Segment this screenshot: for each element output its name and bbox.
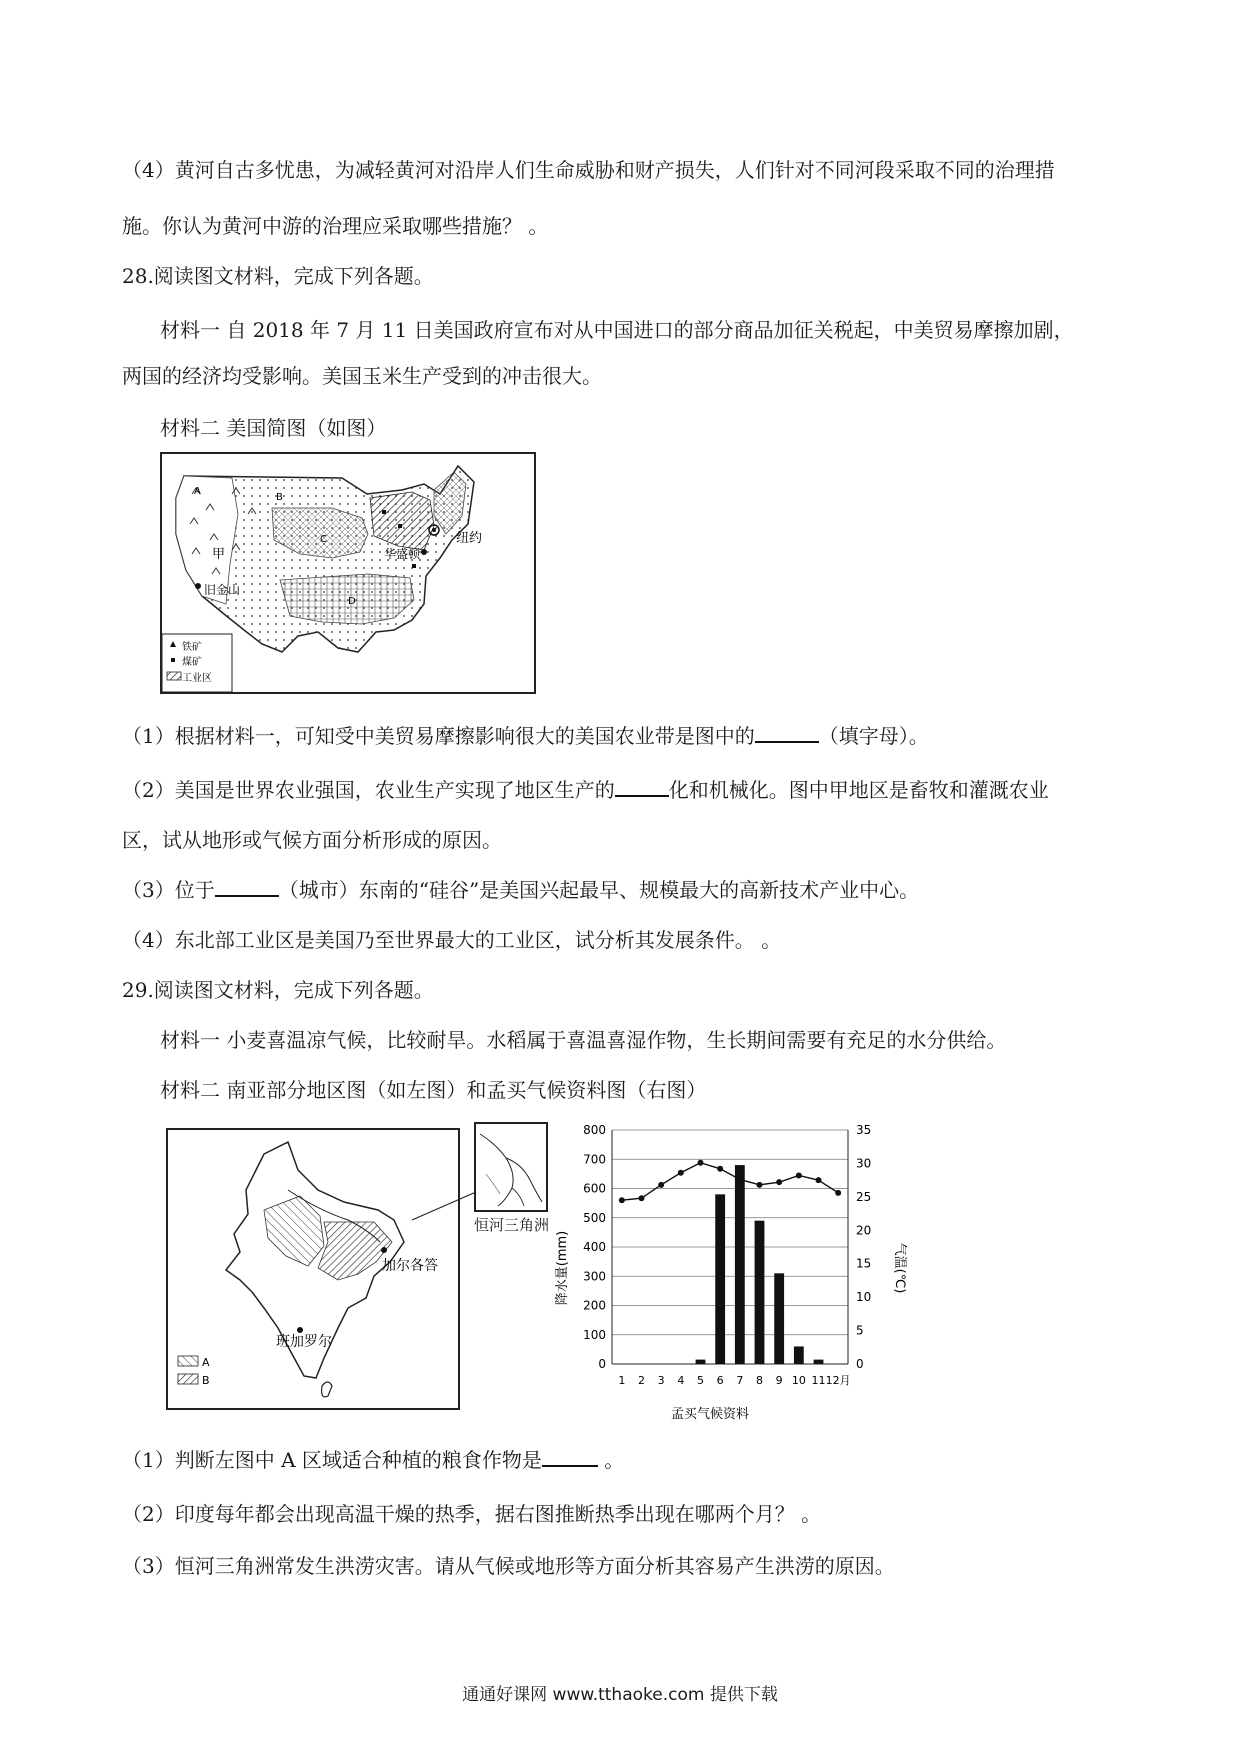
x-tick-label: 8 (756, 1374, 763, 1387)
legend-a: A (202, 1356, 210, 1369)
legend-b: B (202, 1374, 210, 1387)
precip-bar (735, 1165, 745, 1364)
q28-title: 28.阅读图文材料，完成下列各题。 (122, 264, 434, 288)
q28-material1-line2: 两国的经济均受影响。美国玉米生产受到的冲击很大。 (122, 364, 602, 388)
x-tick-label: 9 (775, 1374, 783, 1387)
precip-bar (755, 1221, 765, 1364)
q28-sub4: （4）东北部工业区是美国乃至世界最大的工业区，试分析其发展条件。 。 (122, 928, 782, 952)
precip-bar (794, 1346, 804, 1364)
q27-4-line1: （4）黄河自古多忧患，为减轻黄河对沿岸人们生命威胁和财产损失，人们针对不同河段采取不同的治理措 (122, 158, 1055, 182)
x-tick-label: 2 (638, 1374, 645, 1387)
q28-sub1-post: （填字母）。 (818, 724, 929, 748)
y2-tick-label: 15 (856, 1256, 872, 1271)
q28-material2: 材料二 美国简图（如图） (160, 416, 387, 440)
x-tick-label: 10 (791, 1374, 806, 1387)
x-tick-label: 3 (657, 1374, 665, 1387)
y2-tick-label: 20 (856, 1223, 872, 1238)
q28-sub1-blank[interactable] (755, 723, 819, 743)
temperature-point (717, 1166, 723, 1172)
y2-tick-label: 0 (856, 1357, 864, 1371)
x-tick-label: 7 (736, 1374, 744, 1387)
label-delta: 恒河三角洲 (474, 1216, 550, 1234)
q28-sub1-pre: （1）根据材料一，可知受中美贸易摩擦影响很大的美国农业带是图中的 (122, 724, 755, 748)
x-tick-label: 6 (716, 1374, 724, 1387)
q28-sub1 (122, 722, 929, 750)
legend-coal: 煤矿 (182, 657, 202, 668)
south-asia-map (166, 1128, 460, 1410)
y-tick-label: 500 (583, 1210, 606, 1225)
y2-axis-label: 气温(℃) (892, 1242, 907, 1294)
q28-sub3-blank[interactable] (215, 877, 279, 897)
x-tick-label: 11 (811, 1374, 826, 1387)
temperature-point (639, 1195, 645, 1201)
y2-tick-label: 10 (856, 1290, 872, 1305)
q28-sub2-blank[interactable] (615, 777, 669, 797)
temperature-point (737, 1176, 743, 1182)
delta-inset-map (474, 1122, 548, 1212)
q29-sub1-post: 。 (597, 1448, 625, 1472)
y-tick-label: 300 (583, 1269, 606, 1284)
label-b: B (276, 492, 283, 503)
x-tick-label: 4 (677, 1374, 685, 1387)
y2-tick-label: 25 (856, 1189, 872, 1204)
label-c: C (320, 534, 327, 545)
y2-tick-label: 30 (856, 1156, 872, 1171)
q29-material2: 材料二 南亚部分地区图（如左图）和孟买气候资料图（右图） (160, 1078, 707, 1102)
mumbai-climate-chart (552, 1118, 912, 1426)
q29-sub2: （2）印度每年都会出现高温干燥的热季，据右图推断热季出现在哪两个月？ 。 (122, 1502, 822, 1526)
temperature-point (835, 1190, 841, 1196)
label-kolkata: 加尔各答 (382, 1258, 438, 1274)
q28-sub2 (122, 776, 1049, 804)
q29-sub3: （3）恒河三角洲常发生洪涝灾害。请从气候或地形等方面分析其容易产生洪涝的原因。 (122, 1554, 895, 1578)
usa-map (160, 452, 536, 694)
label-bangalore: 班加罗尔 (276, 1334, 332, 1350)
temperature-point (757, 1182, 763, 1188)
legend-industry: 工业区 (182, 673, 212, 684)
y-tick-label: 400 (583, 1240, 606, 1254)
y-tick-label: 200 (583, 1298, 606, 1313)
q29-sub1 (122, 1446, 624, 1474)
temperature-line (622, 1163, 838, 1200)
legend-iron: 铁矿 (182, 642, 202, 653)
temperature-point (776, 1179, 782, 1185)
q27-4-line2: 施。你认为黄河中游的治理应采取哪些措施？ 。 (122, 214, 549, 238)
temperature-point (658, 1182, 664, 1188)
x-tick-label: 1 (618, 1374, 626, 1387)
q28-sub3-pre: （3）位于 (122, 878, 215, 902)
precip-bar (774, 1273, 784, 1364)
q29-title: 29.阅读图文材料，完成下列各题。 (122, 978, 434, 1002)
q28-material1-line1: 材料一 自 2018 年 7 月 11 日美国政府宣布对从中国进口的部分商品加征关税起，中美贸易摩擦加剧， (160, 318, 1074, 342)
climate-chart-svg (552, 1118, 912, 1426)
q29-sub1-blank[interactable] (542, 1447, 598, 1467)
page-footer: 通通好课网 www.tthaoke.com 提供下载 (462, 1685, 778, 1705)
label-d: D (348, 596, 356, 607)
q28-sub2-post: 化和机械化。图中甲地区是畜牧和灌溉农业 (668, 778, 1049, 802)
q28-sub3 (122, 876, 919, 904)
label-jiujinshan: 旧金山 (204, 583, 241, 597)
q29-material1: 材料一 小麦喜温凉气候，比较耐旱。水稻属于喜温喜湿作物，生长期间需要有充足的水分供给。 (160, 1028, 1007, 1052)
temperature-point (678, 1170, 684, 1176)
y-tick-label: 0 (598, 1357, 606, 1371)
temperature-point (698, 1160, 704, 1166)
y2-tick-label: 35 (856, 1123, 872, 1137)
precip-bar (696, 1360, 706, 1364)
q28-sub3-post: （城市）东南的“硅谷”是美国兴起最早、规模最大的高新技术产业中心。 (278, 878, 920, 902)
y-tick-label: 800 (583, 1123, 606, 1137)
label-a: A (194, 486, 201, 497)
q28-sub2-pre: （2）美国是世界农业强国，农业生产实现了地区生产的 (122, 778, 615, 802)
temperature-point (816, 1177, 822, 1183)
label-jia: 甲 (212, 547, 226, 562)
q29-sub1-pre: （1）判断左图中 A 区域适合种植的粮食作物是 (122, 1448, 542, 1472)
q28-sub2-line2: 区，试从地形或气候方面分析形成的原因。 (122, 828, 502, 852)
y-axis-label: 降水量(mm) (555, 1230, 570, 1306)
precip-bar (715, 1194, 725, 1364)
y2-tick-label: 5 (856, 1323, 864, 1338)
y-tick-label: 700 (583, 1152, 606, 1167)
precip-bar (814, 1360, 824, 1364)
delta-pointer (410, 1190, 478, 1222)
chart-title: 孟买气候资料 (670, 1407, 750, 1422)
label-niuyue: 纽约 (456, 531, 483, 546)
label-huashengdun: 华盛顿 (384, 547, 421, 561)
x-tick-label: 12月 (825, 1374, 851, 1387)
x-tick-label: 5 (697, 1374, 704, 1387)
temperature-point (796, 1172, 802, 1178)
temperature-point (619, 1197, 625, 1203)
y-tick-label: 600 (583, 1181, 606, 1196)
y-tick-label: 100 (583, 1327, 606, 1342)
